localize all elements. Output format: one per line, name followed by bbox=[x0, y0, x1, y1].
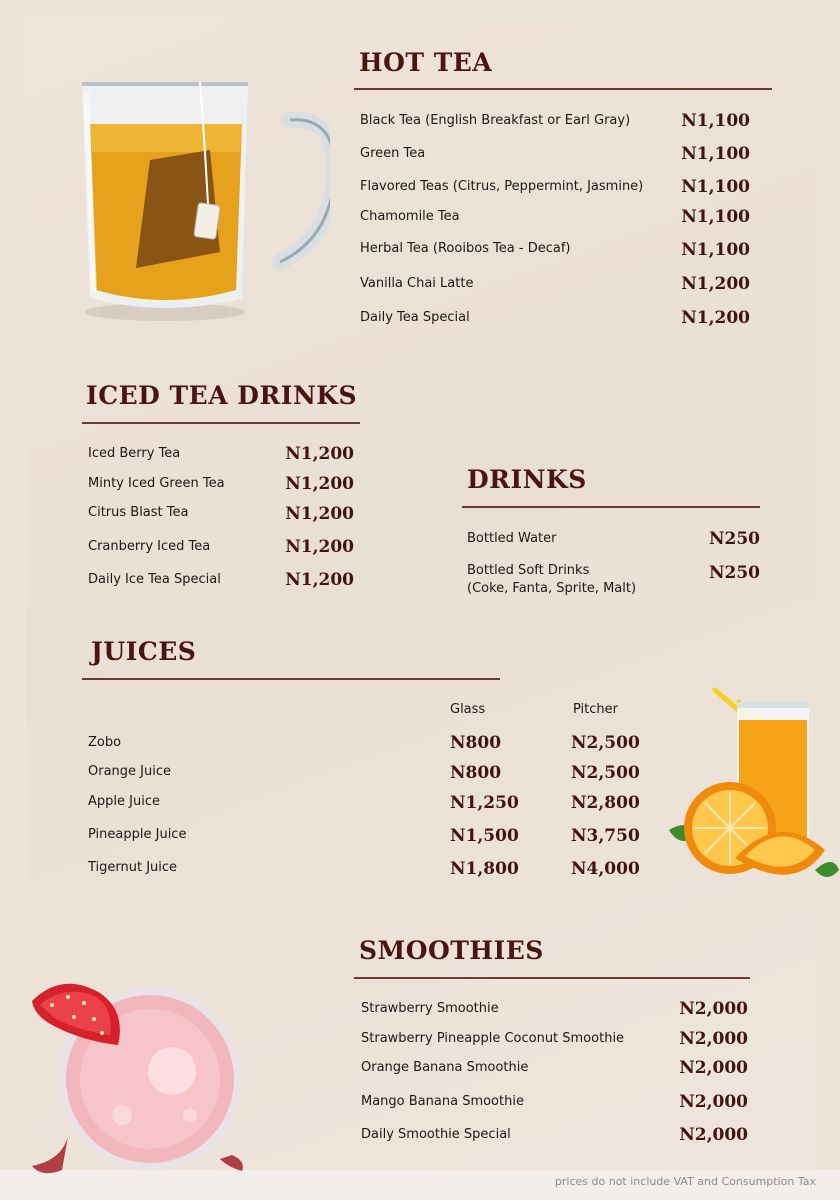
menu-item-subtext: (Coke, Fanta, Sprite, Malt) bbox=[467, 581, 637, 596]
menu-item-name: Orange Juice bbox=[88, 764, 171, 779]
menu-item-name: Black Tea (English Breakfast or Earl Gray) bbox=[360, 113, 631, 128]
menu-item-name: Apple Juice bbox=[88, 794, 160, 809]
pitcher-column-header: Pitcher bbox=[573, 702, 618, 717]
menu-item-price: N1,200 bbox=[681, 308, 750, 328]
menu-item-name: Iced Berry Tea bbox=[88, 446, 181, 461]
menu-item-price: N1,200 bbox=[285, 474, 354, 494]
glass-column-header: Glass bbox=[450, 702, 486, 717]
menu-item-name: Pineapple Juice bbox=[88, 827, 187, 842]
menu-item-price: N1,200 bbox=[681, 274, 750, 294]
pitcher-price: N3,750 bbox=[571, 826, 640, 846]
menu-item-name: Flavored Teas (Citrus, Peppermint, Jasmine) bbox=[360, 179, 644, 194]
drinks-divider bbox=[462, 506, 760, 508]
glass-price: N800 bbox=[450, 733, 502, 753]
menu-item-price: N2,000 bbox=[679, 1029, 748, 1049]
menu-item-name: Citrus Blast Tea bbox=[88, 505, 189, 520]
menu-item-price: N1,100 bbox=[681, 177, 750, 197]
pitcher-price: N2,500 bbox=[571, 733, 640, 753]
glass-price: N1,250 bbox=[450, 793, 519, 813]
menu-item-price: N1,100 bbox=[681, 240, 750, 260]
menu-item-price: N1,200 bbox=[285, 537, 354, 557]
glass-price: N1,500 bbox=[450, 826, 519, 846]
juices-title: JUICES bbox=[91, 637, 197, 666]
menu-item-name: Zobo bbox=[88, 735, 122, 750]
orange-juice-icon bbox=[665, 680, 840, 895]
menu-item-price: N250 bbox=[708, 529, 760, 549]
hot-tea-title: HOT TEA bbox=[359, 48, 493, 77]
menu-item-price: N1,100 bbox=[681, 144, 750, 164]
menu-item-name: Daily Smoothie Special bbox=[361, 1127, 511, 1142]
drinks-title: DRINKS bbox=[467, 465, 587, 494]
pitcher-price: N2,500 bbox=[571, 763, 640, 783]
menu-item-price: N1,200 bbox=[285, 444, 354, 464]
pitcher-price: N4,000 bbox=[571, 859, 640, 879]
menu-item-name: Minty Iced Green Tea bbox=[88, 476, 225, 491]
menu-item-name: Herbal Tea (Rooibos Tea - Decaf) bbox=[360, 241, 571, 256]
strawberry-smoothie-icon bbox=[22, 975, 252, 1180]
menu-item-price: N1,100 bbox=[681, 111, 750, 131]
menu-item-name: Tigernut Juice bbox=[88, 860, 178, 875]
menu-item-name: Bottled Water bbox=[467, 531, 557, 546]
menu-item-name-main: Bottled Soft Drinks bbox=[467, 563, 590, 578]
menu-item-name bbox=[467, 563, 636, 596]
menu-item-name: Daily Tea Special bbox=[360, 310, 470, 325]
menu-item-price: N2,000 bbox=[679, 1125, 748, 1145]
menu-item-price: N2,000 bbox=[679, 999, 748, 1019]
menu-item-name: Strawberry Pineapple Coconut Smoothie bbox=[361, 1031, 625, 1046]
menu-item-name: Mango Banana Smoothie bbox=[361, 1094, 524, 1109]
smoothies-title: SMOOTHIES bbox=[359, 936, 544, 965]
price-disclaimer: prices do not include VAT and Consumption Tax bbox=[554, 1175, 816, 1188]
iced-tea-divider bbox=[82, 422, 360, 424]
menu-item-name: Orange Banana Smoothie bbox=[361, 1060, 529, 1075]
menu-item-name: Daily Ice Tea Special bbox=[88, 572, 221, 587]
juices-divider bbox=[82, 678, 500, 680]
menu-item-price: N250 bbox=[708, 563, 760, 583]
menu-item-price: N1,200 bbox=[285, 504, 354, 524]
menu-item-price: N1,200 bbox=[285, 570, 354, 590]
hot-tea-divider bbox=[354, 88, 772, 90]
smoothies-divider bbox=[354, 977, 750, 979]
iced-tea-title: ICED TEA DRINKS bbox=[86, 381, 358, 410]
menu-item-name: Chamomile Tea bbox=[360, 209, 460, 224]
menu-item-name: Green Tea bbox=[360, 146, 426, 161]
pitcher-price: N2,800 bbox=[571, 793, 640, 813]
glass-price: N800 bbox=[450, 763, 502, 783]
tea-mug-icon bbox=[70, 72, 330, 332]
glass-price: N1,800 bbox=[450, 859, 519, 879]
menu-item-name: Vanilla Chai Latte bbox=[360, 276, 474, 291]
menu-item-price: N2,000 bbox=[679, 1092, 748, 1112]
menu-item-name: Cranberry Iced Tea bbox=[88, 539, 211, 554]
menu-item-name: Strawberry Smoothie bbox=[361, 1001, 499, 1016]
menu-item-price: N2,000 bbox=[679, 1058, 748, 1078]
menu-item-price: N1,100 bbox=[681, 207, 750, 227]
